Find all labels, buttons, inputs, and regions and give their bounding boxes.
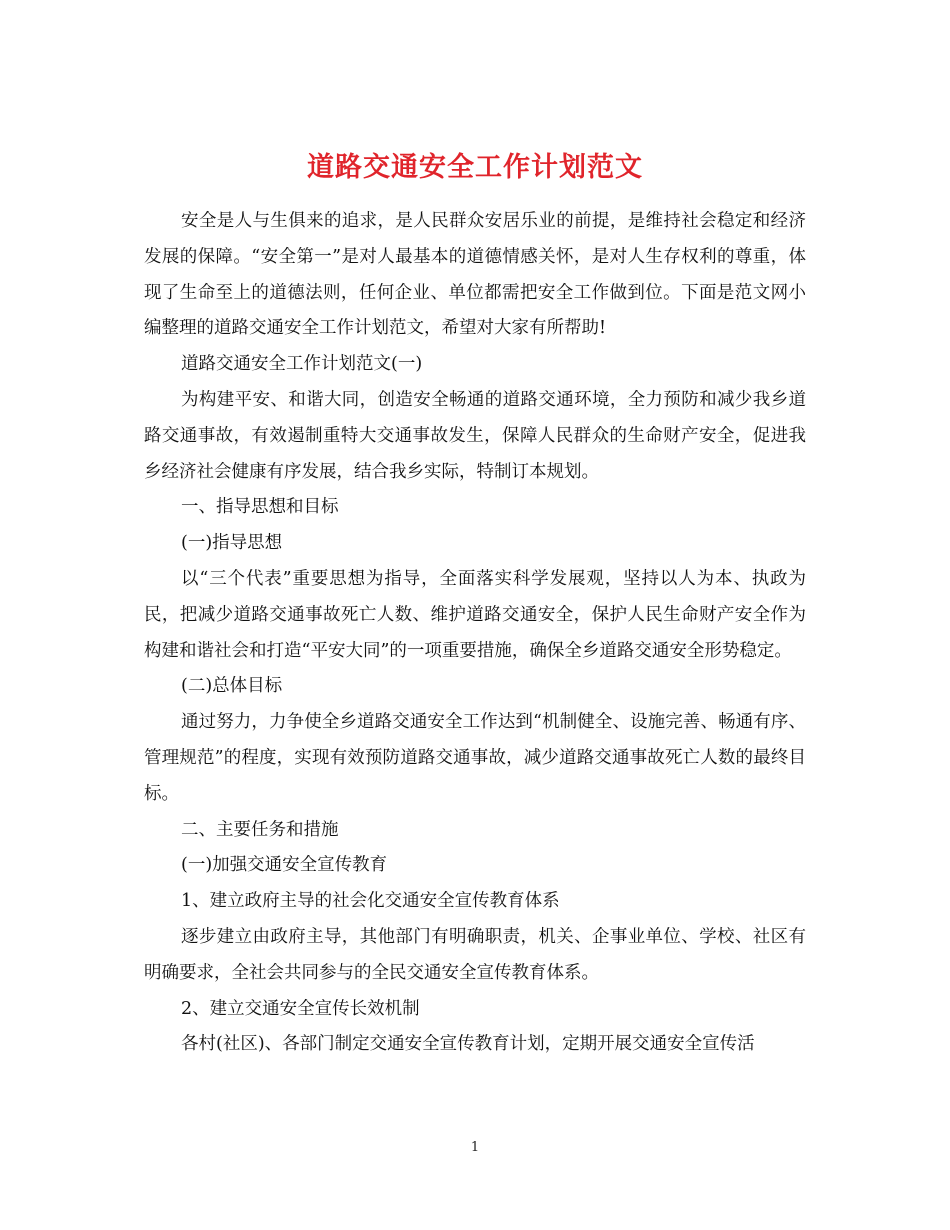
paragraph-guiding-ideology: 以“三个代表”重要思想为指导，全面落实科学发展观，坚持以人为本、执政为民，把减少道路交通事故死亡人数、维护道路交通安全，保护人民生命财产安全作为构建和谐社会和打造“平安大同”的一项重要措施，确保全乡道路交通安全形势稳定。 (144, 568, 806, 661)
paragraph-item-1: 逐步建立由政府主导，其他部门有明确职责，机关、企事业单位、学校、社区有明确要求，全社会共同参与的全民交通安全宣传教育体系。 (144, 926, 806, 983)
subsection-heading-publicity: (一)加强交通安全宣传教育 (181, 855, 388, 876)
page-number: 1 (470, 1140, 480, 1155)
paragraph-item-2: 各村(社区)、各部门制定交通安全宣传教育计划，定期开展交通安全宣传活 (181, 1034, 755, 1055)
item-heading-2: 2、建立交通安全宣传长效机制 (181, 998, 420, 1019)
paragraph-overall-goal: 通过努力，力争使全乡道路交通安全工作达到“机制健全、设施完善、畅通有序、管理规范”的程度，实现有效预防道路交通事故，减少道路交通事故死亡人数的最终目标。 (144, 712, 806, 804)
paragraph-subtitle: 道路交通安全工作计划范文(一) (181, 354, 423, 375)
document-body (144, 204, 806, 1063)
section-heading-2: 二、主要任务和措施 (181, 819, 339, 840)
subsection-heading-guiding-ideology: (一)指导思想 (181, 533, 283, 554)
subsection-heading-overall-goal: (二)总体目标 (181, 676, 283, 697)
paragraph-purpose: 为构建平安、和谐大同，创造安全畅通的道路交通环境，全力预防和减少我乡道路交通事故，有效遏制重特大交通事故发生，保障人民群众的生命财产安全，促进我乡经济社会健康有序发展，结合我乡实际，特制订本规划。 (144, 389, 806, 482)
document-title: 道路交通安全工作计划范文 (307, 152, 643, 184)
item-heading-1: 1、建立政府主导的社会化交通安全宣传教育体系 (181, 891, 560, 912)
section-heading-1: 一、指导思想和目标 (181, 497, 339, 518)
paragraph-intro: 安全是人与生俱来的追求，是人民群众安居乐业的前提，是维持社会稳定和经济发展的保障。“安全第一”是对人最基本的道德情感关怀，是对人生存权利的尊重，体现了生命至上的道德法则，任何企业、单位都需把安全工作做到位。下面是范文网小编整理的道路交通安全工作计划范文，希望对大家有所帮助! (144, 211, 806, 339)
